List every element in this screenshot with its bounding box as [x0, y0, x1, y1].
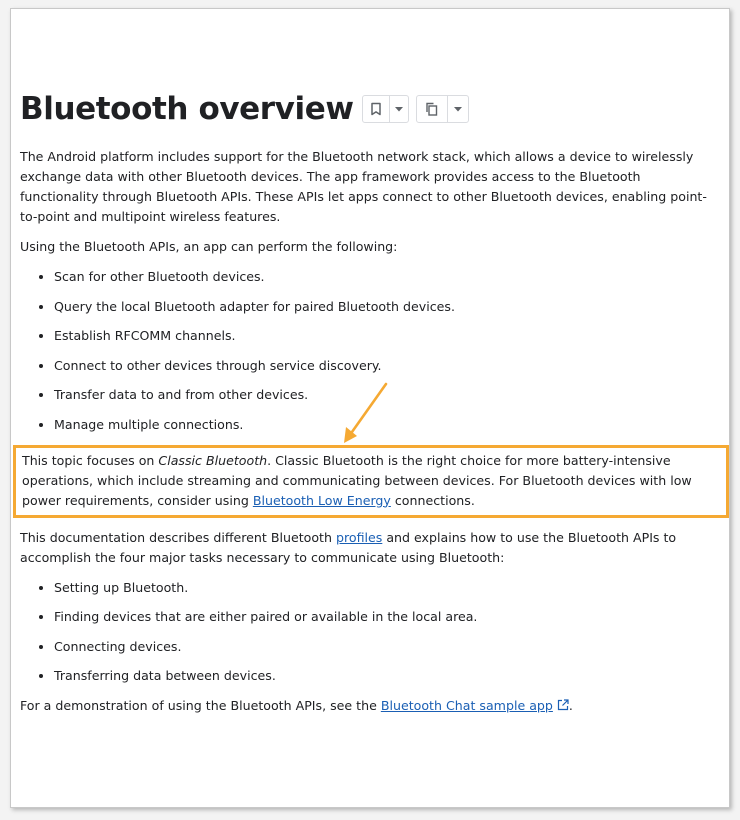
classic-bluetooth-emphasis: Classic Bluetooth	[158, 452, 268, 468]
highlight-text-middle: . Classic Bluetooth is the right choice for more battery-intensive operations, which include streaming and communicating between devices. For Bluetooth devices with low power requirements, consider using	[22, 452, 692, 508]
copy-dropdown-button[interactable]	[447, 96, 468, 122]
bookmark-button-group	[362, 95, 409, 123]
list-item: • Establish RFCOMM channels.	[54, 326, 722, 346]
list-item: • Connecting devices.	[54, 637, 722, 657]
demo-paragraph	[20, 696, 722, 716]
highlight-text-after: connections.	[390, 492, 475, 508]
list-item: • Transferring data between devices.	[54, 666, 722, 686]
copy-button-group	[416, 95, 469, 123]
tasks-list	[20, 578, 722, 687]
list-item: • Query the local Bluetooth adapter for paired Bluetooth devices.	[54, 297, 722, 317]
highlight-paragraph	[22, 451, 720, 511]
copy-button[interactable]	[417, 96, 447, 122]
highlight-text-before: This topic focuses on	[22, 452, 159, 468]
list-item: • Setting up Bluetooth.	[54, 578, 722, 598]
highlight-box	[13, 445, 729, 518]
copy-icon	[425, 102, 438, 116]
bookmark-icon	[370, 102, 382, 116]
docs-paragraph	[20, 528, 722, 568]
caret-down-icon	[395, 107, 403, 112]
bluetooth-chat-sample-link[interactable]: Bluetooth Chat sample app	[380, 698, 553, 713]
external-link-icon[interactable]	[557, 699, 569, 711]
list-item: • Manage multiple connections.	[54, 415, 722, 435]
bluetooth-low-energy-link[interactable]: Bluetooth Low Energy	[252, 492, 391, 508]
intro-paragraph: The Android platform includes support for the Bluetooth network stack, which allows a device to wirelessly exchange data with other Bluetooth devices. The app framework provides access to the Bluetooth functionality through Bluetooth APIs. These APIs let apps connect to other Bluetooth devices, enabling point-to-point and multipoint wireless features.	[20, 149, 707, 224]
docs-text-before: This documentation describes different Bluetooth	[20, 529, 336, 545]
demo-text-after: .	[568, 698, 573, 713]
document-page	[10, 8, 730, 808]
title-row	[20, 89, 722, 129]
capabilities-intro: Using the Bluetooth APIs, an app can perform the following:	[20, 239, 398, 254]
caret-down-icon	[454, 107, 462, 112]
profiles-link[interactable]: profiles	[335, 529, 383, 545]
list-item: • Finding devices that are either paired or available in the local area.	[54, 607, 722, 627]
list-item: • Scan for other Bluetooth devices.	[54, 267, 722, 287]
list-item: • Connect to other devices through service discovery.	[54, 356, 722, 376]
demo-text-before: For a demonstration of using the Bluetooth APIs, see the	[20, 698, 381, 713]
annotation-arrow-icon	[341, 381, 391, 445]
docs-text-after: and explains how to use the Bluetooth APIs to accomplish the four major tasks necessary to communicate using Bluetooth:	[20, 529, 677, 565]
list-item: • Transfer data to and from other devices.	[54, 385, 722, 405]
bookmark-dropdown-button[interactable]	[389, 96, 408, 122]
page-title: Bluetooth overview	[20, 91, 354, 127]
bookmark-button[interactable]	[363, 96, 389, 122]
